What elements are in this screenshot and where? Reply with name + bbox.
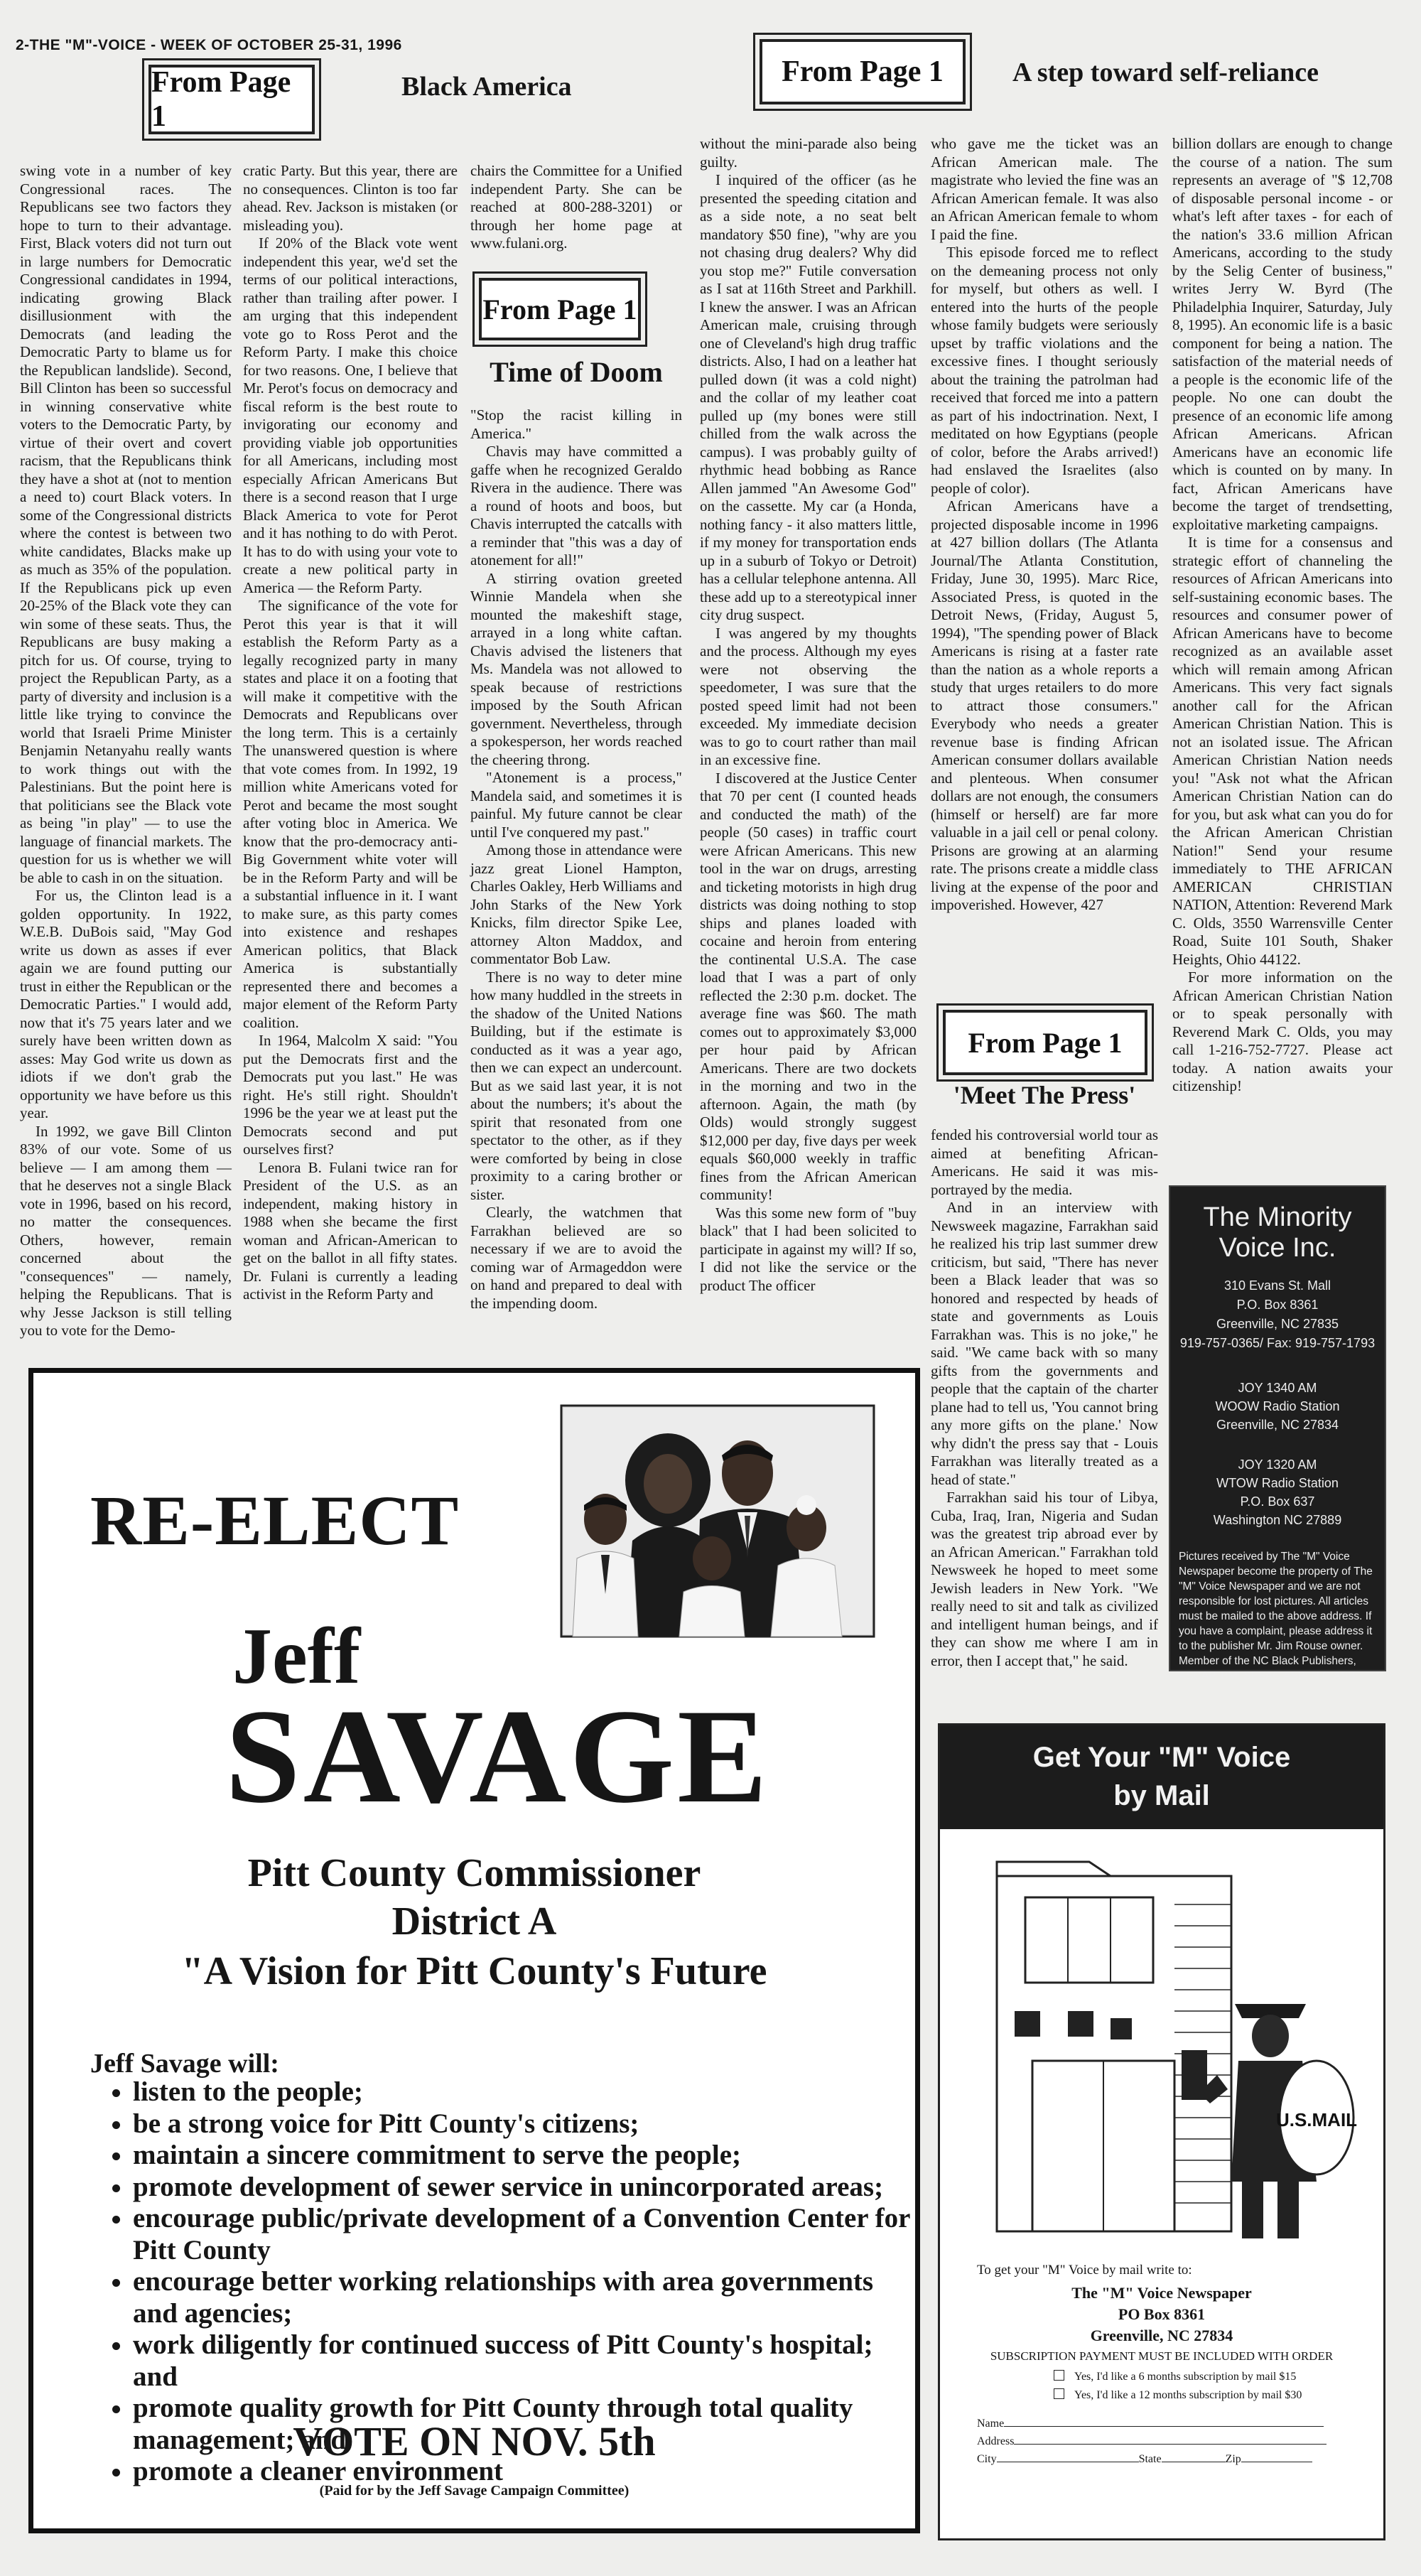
from-page-1-label: From Page 1	[479, 278, 641, 340]
paragraph: "Atonement is a process," Mandela said, and sometimes it is painful. My future cannot be clear until I've conquered my past."	[470, 769, 682, 841]
from-page-1-label: From Page 1	[148, 65, 315, 134]
paragraph: The significance of the vote for Perot this year is that it will establish the Reform Party as a legally recognized party in many states and place it on a footing that will make it competitive with the Democrats and Republicans over the long term. This is a certainly The unanswered question is where that vote comes from. In 1992, 19 million white Americans voted for Perot and became the most sought after voting bloc in America. We know that the pro-democracy anti-Big Government white voter will be in the Reform Party and will be a substantial influence in it. I want to make sure, as this party comes into existence and reshapes American politics, that Black America is substantially represented there and becomes a major element of the Reform Party coalition.	[243, 597, 458, 1031]
article-column-4	[700, 135, 917, 1308]
subscription-title-line2: by Mail	[1113, 1780, 1210, 1811]
from-page-1-box-doom	[472, 271, 647, 347]
subscription-options	[1054, 2368, 1383, 2405]
option-label: Yes, I'd like a 12 months subscription by mail $30	[1074, 2389, 1302, 2401]
headline-meet-the-press: 'Meet The Press'	[953, 1081, 1136, 1109]
address-line: Greenville, NC 27834	[1090, 2327, 1233, 2344]
subscription-banner	[940, 1725, 1383, 1829]
paragraph: African Americans have a projected disposable income in 1996 at 427 billion dollars (The Atlanta Journal/The Atlanta Constitution, Friday, June 30, 1995). Marc Rice, Associated Press, is quoted in the Detroit News, (Friday, August 5, 1994), "The spending power of Black Americans is rising at a faster rate than the nation as a whole reports a study that urges retailers to do more to attract those consumers." Everybody who needs a greater revenue base is finding African American consumer dollars available and plenteous. When consumer dollars are not enough, the consumers (himself or herself) are far more valuable in a jail cell or penal colony. Prisons are growing at an alarming rate. The prisons create a middle class living at the expense of the poor and impoverished. However, 427	[931, 497, 1158, 913]
name-label: Name	[977, 2418, 1005, 2430]
paragraph: This episode forced me to reflect on the demeaning process not only for myself, but others as well. I entered into the hurts of the people whose family budgets were seriously upset by traffic violations and the excessive fines. I thought seriously about the training the patrolman had received that forced me into a pattern as part of his indoctrination. Next, I meditated on how Egyptians (people of color, before the Arabs arrived!) had enslaved the Israelites (also people of color).	[931, 244, 1158, 497]
platform-item: • maintain a sincere commitment to serve the people;	[133, 2140, 922, 2172]
publisher-disclaimer: Pictures received by The "M" Voice Newspaper become the property of The "M" Voice Newspaper and we are not responsible for lost pictures. All articles must be mailed to the above address. If you have a complaint, please address it to the publisher Mr. Jim Rouse owner. Member of the NC Black Publishers, ASCAP, BMI SESAC ASB, N.C.ASB	[1179, 1551, 1373, 1682]
publisher-title-line2: Voice Inc.	[1219, 1233, 1336, 1263]
publisher-title-line1: The Minority	[1203, 1202, 1352, 1232]
paragraph: without the mini-parade also being guilty.	[700, 135, 917, 171]
ad-vote-date: VOTE ON NOV. 5th	[293, 2418, 656, 2464]
station-line: Washington NC 27889	[1213, 1513, 1342, 1527]
from-page-1-label: From Page 1	[943, 1010, 1147, 1075]
section-title-black-america: Black America	[401, 72, 572, 102]
paragraph: Chavis may have committed a gaffe when he recognized Geraldo Rivera in the audience. There was a round of hoots and boos, but Chavis interrupted the catcalls with a reminder that "this was a day of atonement for all!"	[470, 443, 682, 568]
paragraph: It is time for a consensus and strategic effort of channeling the resources of African Americans into self-sustaining economic bases. The resources and consumer power of African Americans have to become recognized as an available asset which will remain among African Americans. This very fact signals another call for the African American Christian Nation. This is not an isolated issue. The African American Christian Nation needs you! "Ask not what the African American Christian Nation can do for you, but ask what can you do for the African American Christian Nation!" Send your resume immediately to THE AFRICAN AMERICAN CHRISTIAN NATION, Attention: Reverend Mark C. Olds, 3550 Warrensville Center Road, Suite 101 South, Shaker Heights, Ohio 44122.	[1172, 534, 1393, 968]
subscription-box	[938, 1723, 1385, 2540]
from-page-1-box-meet-press	[936, 1003, 1154, 1082]
address-line: P.O. Box 8361	[1236, 1298, 1319, 1312]
subscription-title-line1: Get Your "M" Voice	[1032, 1742, 1291, 1773]
station-line: P.O. Box 637	[1240, 1494, 1315, 1509]
article-column-5	[931, 135, 1158, 966]
platform-item: • work diligently for continued success of Pitt County's hospital; and	[133, 2329, 922, 2393]
subscription-address	[940, 2283, 1383, 2346]
ad-first-name: Jeff	[232, 1612, 361, 1701]
paragraph: cratic Party. But this year, there are no consequences. Clinton is too far ahead. Rev. Jackson is mistaken (or misleading you).	[243, 162, 458, 234]
option-12-month[interactable]	[1054, 2386, 1383, 2405]
subscription-form	[977, 2415, 1383, 2468]
paragraph: I discovered at the Justice Center that 70 per cent (I counted heads and conducted the math) of the people (50 cases) in traffic court were African Americans. This new tool in the war on drugs, arresting and ticketing motorists in high drug districts was doing nothing to stop ships and planes loaded with cocaine and heroin from entering the continental U.S.A. The case load that I was a part of only reflected the 2:30 p.m. docket. The average fine was $60. The math comes out to approximately $3,000 per hour paid by African Americans. There are two dockets in the morning and two in the afternoon. Again, the math (by Olds) would strongly suggest $12,000 per day, five days per week equals $60,000 weekly in traffic fines from the African American community!	[700, 769, 917, 1203]
paragraph: chairs the Committee for a Unified independent Party. She can be reached at 800-288-3201) or through her home page at www.fulani.org.	[470, 162, 682, 252]
paragraph: For more information on the African American Christian Nation or to speak personally with Reverend Mark C. Olds, you may call 1-216-752-7727. Please act today. A nation awaits your citizenship!	[1172, 969, 1393, 1094]
address-line: The "M" Voice Newspaper	[1071, 2284, 1252, 2302]
paragraph: Was this some new form of "buy black" that I had been solicited to participate in against my will? If so, I did not like the service or the product The officer	[700, 1204, 917, 1294]
ad-district: District A	[391, 1899, 557, 1944]
paragraph: I was angered by my thoughts and the process. Although my eyes were not observing the speedometer, I was sure that the posted speed limit had not been exceeded. My immediate decision was to go to court rather than mail in an excessive fine.	[700, 624, 917, 768]
paragraph: billion dollars are enough to change the course of a nation. The sum represents an average of "$ 12,708 of disposable personal income - or what's left after taxes - for each of the nation's 33.6 million African Americans, according to the study by the Selig Center of business," writes Jerry W. Byrd (The Philadelphia Inquirer, Saturday, July 8, 1995). An economic life is a basic component for being a nation. The satisfaction of the material needs of a people is the economic life of the people. No one can doubt the presence of an economic life among African Americans. African Americans have an economic life which is counted on by many. In fact, African Americans have become the target of trendsetting, exploitative marketing campaigns.	[1172, 135, 1393, 533]
paragraph: I inquired of the officer (as he presented the speeding citation and as a side note, a no seat belt mandatory $50 fine), "why are you not chasing drug dealers? Why did you stop me?" Futile conversation as I sat at 116th Street and Parkhill. I knew the answer. I was an African American male, cruising through one of Cleveland's high drug traffic districts. Also, I had on a leather hat pulled down (it was a cold night) and the collar of my leather coat pulled up (my bones were still chilled from the walk across the campus). I was probably guilty of rhythmic head bobbing as Rance Allen jammed "An Awesome God" on the cassette. My car (a Honda, nothing fancy - it also matters little, if my money for transportation ends up in a suburb of Tokyo or Detroit) has a cellular telephone antenna. All these add up to a stereotypical inner city drug suspect.	[700, 171, 917, 623]
platform-item: • encourage public/private development of a Convention Center for Pitt County	[133, 2203, 922, 2266]
headline-time-of-doom: Time of Doom	[490, 356, 663, 388]
zip-label: Zip	[1225, 2453, 1241, 2465]
subscription-intro: To get your "M" Voice by mail write to:	[977, 2263, 1192, 2278]
ad-last-name: SAVAGE	[225, 1682, 770, 1831]
radio-station-2	[1170, 1455, 1385, 1529]
platform-item: • encourage better working relationships with area governments and agencies;	[133, 2266, 922, 2329]
page-folio: 2-THE "M"-VOICE - WEEK OF OCTOBER 25-31, 1996	[16, 37, 402, 53]
mailbag-label: U.S.MAIL	[1275, 2109, 1358, 2130]
ad-will-heading: Jeff Savage will:	[90, 2049, 279, 2079]
city-label: City	[977, 2453, 997, 2465]
city-state-zip-field[interactable]	[977, 2450, 1383, 2468]
checkbox-12-month[interactable]	[1054, 2388, 1064, 2399]
mailman-illustration	[983, 1848, 1358, 2246]
address-line: 310 Evans St. Mall	[1223, 1278, 1331, 1293]
paragraph: If 20% of the Black vote went independent this year, we'd set the terms of our political interactions, rather than trailing after power. I am urging that this independent vote go to Ross Perot and the Reform Party. I make this choice for two reasons. One, I believe that Mr. Perot's focus on democracy and fiscal reform is the best route to invigorating our economy and providing viable job opportunities for all Americans, including most especially African Americans But there is a second reason that I urge Black America to vote for Perot and it has nothing to do with Perot. It has to do with using your vote to create a new political party in America — the Reform Party.	[243, 235, 458, 596]
from-page-1-box-right	[753, 33, 972, 111]
station-line: WTOW Radio Station	[1216, 1476, 1339, 1490]
paragraph: Among those in attendance were jazz great Lionel Hampton, Charles Oakley, Herb Williams and John Starks of the New York Knicks, film director Spike Lee, attorney Alton Maddox, and commentator Bob Law.	[470, 841, 682, 967]
name-field[interactable]	[977, 2415, 1383, 2432]
address-field[interactable]	[977, 2432, 1383, 2450]
paragraph: fended his controversial world tour as aimed at benefiting African-Americans. He said it was mis-portrayed by the media.	[931, 1126, 1158, 1198]
family-photo	[561, 1406, 874, 1637]
address-line: PO Box 8361	[1118, 2305, 1206, 2323]
paragraph: Lenora B. Fulani twice ran for President of the U.S. as an independent, making history in 1988 when she became the first woman and African-American to get on the ballot in all fifty states. Dr. Fulani is currently a leading activist in the Reform Party and	[243, 1158, 458, 1303]
ad-reelect: RE-ELECT	[90, 1481, 460, 1560]
station-line: JOY 1320 AM	[1238, 1457, 1317, 1472]
paragraph: And in an interview with Newsweek magazine, Farrakhan said he realized his trip last summer drew criticism, but said, "There has never been a Black leader that was so honored and respected by heads of state and governments as Louis Farrakhan was. This is no joke," he said. "We came back with so many gifts from the governments and people that the captain of the charter plane had to tell us, 'You cannot bring any more gifts on the plane.' Now why didn't the press say that - Louis Farrakhan was literally treated as a head of state."	[931, 1199, 1158, 1488]
platform-item: • listen to the people;	[133, 2076, 922, 2108]
publisher-address	[1170, 1276, 1385, 1353]
phone-fax: 919-757-0365/ Fax: 919-757-1793	[1179, 1336, 1376, 1350]
platform-item: • be a strong voice for Pitt County's citizens;	[133, 2108, 922, 2140]
paragraph: For us, the Clinton lead is a golden opportunity. In 1922, W.E.B. DuBois said, "May God write us down as asses if ever again we are found putting our trust in either the Republican or the Democratic Parties." I would add, now that it's 75 years later and we surely have been written down as asses: May God write us down as idiots if we don't grab the opportunity we have before us this year.	[20, 887, 232, 1121]
paragraph: Farrakhan said his tour of Libya, Cuba, Iraq, Iran, Nigeria and Sudan was the greatest trip abroad ever by an African American." Farrakhan told Newsweek he hoped to meet some Jewish leaders in New York. "We really need to sit and talk as civilized and intelligent human beings, and if they can show me where I am in error, then I accept that," he said.	[931, 1489, 1158, 1669]
article-column-6	[1172, 135, 1393, 1187]
platform-item: • promote a cleaner environment	[133, 2456, 922, 2488]
section-title-self-reliance: A step toward self-reliance	[1012, 58, 1319, 87]
paragraph: who gave me the ticket was an African American male. The magistrate who levied the fine was an African American female. It was also an African American female to whom I paid the fine.	[931, 135, 1158, 243]
article-meet-the-press	[931, 1126, 1158, 1730]
address-label: Address	[977, 2435, 1015, 2447]
minority-voice-box	[1169, 1185, 1386, 1682]
paragraph: swing vote in a number of key Congressional races. The Republicans see two factors they hope to turn to their advantage. First, Black voters did not turn out in large numbers for Democratic Congressional candidates in 1994, indicating growing Black disillusionment with the Democrats (and leading the Democratic Party to blame us for the Republican landslide). Second, Bill Clinton has been so successful in winning conservative white voters to the Democratic Party, by virtue of their overt and covert racism, that the Republicans think they have a shot at (not to mention a need to) court Black voters. In some of the Congressional districts where the contest is between two white candidates, Blacks make up as much as 35% of the population. If the Republicans pick up even 20-25% of the Black vote they can win some of these seats. Thus, the Republicans are busy making a pitch for us. Of course, trying to project the Republican Party, as a party of diversity and inclusion is a little like trying to convince the world that Israeli Prime Minister Benjamin Netanyahu really wants to work things out with the Palestinians. But the point here is that politicians see the Black vote as being "in play" — to use the language of financial markets. The question for us is whether we will be able to cash in on the situation.	[20, 162, 232, 886]
paragraph: In 1992, we gave Bill Clinton 83% of our vote. Some of us believe — I am among them — that he deserves not a single Black vote in 1996, based on his record, no matter the consequences. Others, however, remain concerned about the "consequences" — namely, helping the Republicans. That is why Jesse Jackson is still telling you to vote for the Demo-	[20, 1122, 232, 1339]
article-column-2	[243, 162, 458, 1303]
campaign-ad	[28, 1368, 920, 2533]
station-line: JOY 1340 AM	[1238, 1381, 1317, 1395]
checkbox-6-month[interactable]	[1054, 2370, 1064, 2381]
from-page-1-label: From Page 1	[760, 39, 966, 104]
platform-item: • promote development of sewer service in unincorporated areas;	[133, 2172, 922, 2204]
address-line: Greenville, NC 27835	[1216, 1317, 1339, 1331]
ad-office: Pitt County Commissioner	[247, 1851, 701, 1895]
option-label: Yes, I'd like a 6 months subscription by mail $15	[1074, 2371, 1297, 2383]
paragraph: A stirring ovation greeted Winnie Mandela when she mounted the makeshift stage, arrayed in a long white caftan. Chavis advised the listeners that Ms. Mandela was not allowed to speak because of restrictions imposed by the South African government. Nevertheless, through a spokesperson, her words reached the cheering throng.	[470, 569, 682, 768]
station-line: Greenville, NC 27834	[1216, 1418, 1339, 1432]
article-column-1	[20, 162, 232, 1339]
paragraph: There is no way to deter mine how many huddled in the streets in the shadow of the United Nations Building, but if the estimate is conducted as it was a year ago, then we can expect an undercount. But as we said last year, it is not about the numbers; it's about the spirit that resonated from one spectator to the other, as if they were comforted by being in close proximity to a caring brother or sister.	[470, 968, 682, 1203]
platform-item: • promote quality growth for Pitt County through total quality management; and	[133, 2393, 922, 2456]
radio-station-1	[1170, 1379, 1385, 1434]
paragraph: Clearly, the watchmen that Farrakhan believed are so necessary if we are to avoid the coming war of Armageddon were on hand and prepared to deal with the impending doom.	[470, 1204, 682, 1312]
from-page-1-box-left	[142, 58, 321, 141]
payment-note: SUBSCRIPTION PAYMENT MUST BE INCLUDED WITH ORDER	[990, 2349, 1334, 2363]
article-column-3-top	[470, 162, 682, 252]
paragraph: In 1964, Malcolm X said: "You put the Democrats first and the Democrats put you last." He was right. He's still right. Shouldn't 1996 be the year we at least put the Democrats second and put ourselves first?	[243, 1032, 458, 1158]
ad-slogan: "A Vision for Pitt County's Future	[181, 1949, 767, 1993]
paragraph: "Stop the racist killing in America."	[470, 406, 682, 442]
state-label: State	[1138, 2453, 1162, 2465]
option-6-month[interactable]	[1054, 2368, 1383, 2386]
station-line: WOOW Radio Station	[1215, 1399, 1340, 1413]
article-column-3	[470, 406, 682, 1312]
ad-paid-for: (Paid for by the Jeff Savage Campaign Committee)	[319, 2483, 630, 2499]
